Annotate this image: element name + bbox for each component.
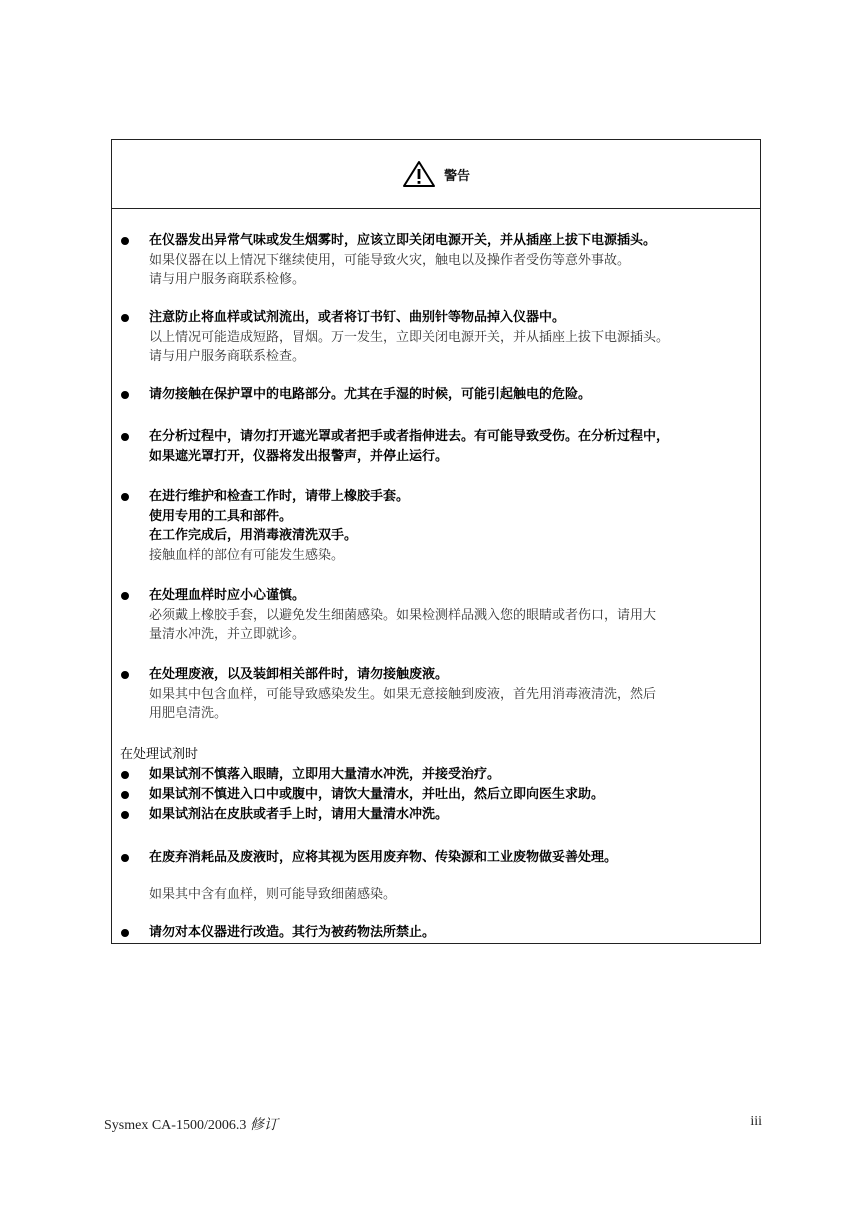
- warning-item-detail: 请与用户服务商联系检查。: [149, 349, 306, 364]
- warning-item-detail: 请与用户服务商联系检修。: [149, 272, 306, 287]
- warning-item-text: 注意防止将血样或试剂流出，或者将订书钉、曲别针等物品掉入仪器中。: [149, 310, 566, 325]
- warning-item-text: 如果遮光罩打开，仪器将发出报警声，并停止运行。: [149, 448, 449, 464]
- warning-content: [112, 209, 760, 944]
- bullet-icon: [121, 314, 129, 322]
- bullet-icon: [121, 433, 129, 441]
- reagent-item-text: 如果试剂不慎进入口中或腹中，请饮大量清水，并吐出，然后立即向医生求助。: [149, 787, 605, 802]
- reagent-heading: 在处理试剂时: [120, 747, 199, 762]
- footer-doc-id: Sysmex CA-1500/2006.3: [104, 1118, 250, 1133]
- bullet-icon: [121, 592, 129, 600]
- disposal-detail: 如果其中含有血样，则可能导致细菌感染。: [149, 887, 397, 902]
- warning-item-detail: 用肥皂清洗。: [149, 706, 228, 721]
- warning-item-text: 在仪器发出异常气味或发生烟雾时，应该立即关闭电源开关，并从插座上拔下电源插头。: [149, 233, 657, 248]
- bullet-icon: [121, 791, 129, 799]
- warning-item-text: 在处理血样时应小心谨慎。: [149, 588, 306, 603]
- warning-triangle-icon: [402, 160, 436, 188]
- bullet-icon: [121, 237, 129, 245]
- warning-item-detail: 如果仪器在以上情况下继续使用，可能导致火灾，触电以及操作者受伤等意外事故。: [149, 252, 631, 268]
- bullet-icon: [121, 391, 129, 399]
- warning-title: 警告: [443, 168, 470, 184]
- warning-item-text: 使用专用的工具和部件。: [149, 508, 293, 524]
- footer-doc: [104, 1114, 278, 1134]
- bullet-icon: [121, 671, 129, 679]
- warning-item-text: 在进行维护和检查工作时，请带上橡胶手套。: [149, 489, 410, 504]
- warning-item-detail: 必须戴上橡胶手套，以避免发生细菌感染。如果检测样品溅入您的眼睛或者伤口，请用大: [149, 607, 657, 623]
- warning-box: [111, 139, 761, 944]
- warning-item-detail: 接触血样的部位有可能发生感染。: [149, 547, 345, 563]
- warning-item-detail: 量清水冲洗，并立即就诊。: [149, 627, 306, 642]
- bullet-icon: [121, 854, 129, 862]
- warning-item-detail: 以上情况可能造成短路，冒烟。万一发生，立即关闭电源开关，并从插座上拔下电源插头。: [149, 329, 670, 345]
- reagent-item-text: 如果试剂沾在皮肤或者手上时，请用大量清水冲洗。: [149, 807, 449, 822]
- bullet-icon: [121, 493, 129, 501]
- bullet-icon: [121, 811, 129, 819]
- disposal-text: 在废弃消耗品及废液时，应将其视为医用废弃物、传染源和工业废物做妥善处理。: [149, 850, 618, 865]
- bullet-icon: [121, 929, 129, 937]
- page-number: iii: [750, 1114, 762, 1129]
- warning-header: [112, 140, 760, 209]
- warning-item-text: 在处理废液，以及装卸相关部件时，请勿接触废液。: [149, 667, 449, 682]
- reagent-item-text: 如果试剂不慎落入眼睛，立即用大量清水冲洗，并接受治疗。: [149, 767, 501, 782]
- bullet-icon: [121, 771, 129, 779]
- warning-item-text: 请勿接触在保护罩中的电路部分。尤其在手湿的时候，可能引起触电的危险。: [149, 387, 592, 402]
- warning-item-text: 在工作完成后，用消毒液清洗双手。: [149, 528, 358, 543]
- footer-revision: 修订: [249, 1118, 278, 1133]
- modify-text: 请勿对本仪器进行改造。其行为被药物法所禁止。: [149, 925, 436, 940]
- warning-item-text: 在分析过程中，请勿打开遮光罩或者把手或者指伸进去。有可能导致受伤。在分析过程中，: [149, 429, 670, 444]
- warning-item-detail: 如果其中包含血样，可能导致感染发生。如果无意接触到废液，首先用消毒液清洗，然后: [149, 686, 657, 702]
